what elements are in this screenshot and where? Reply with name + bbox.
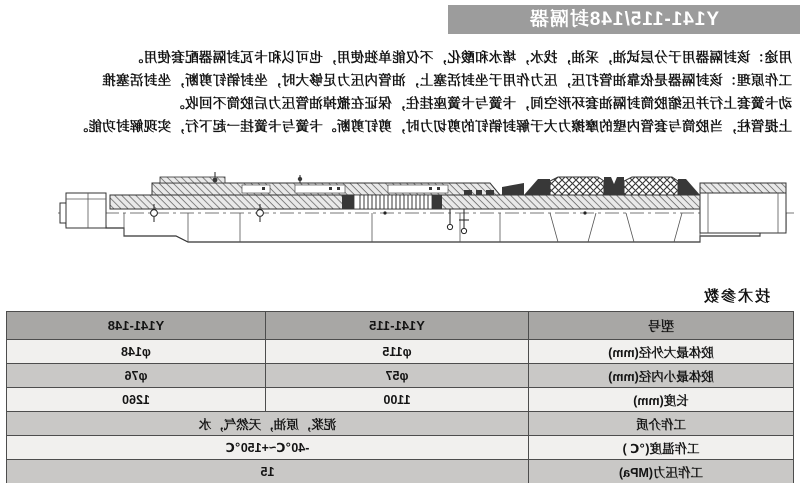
intro-line: 动卡簧套上行并压缩胶筒封隔油套环形空间，卡簧与卡簧座挂住，保证在撤掉油管压力后胶筒不回收。	[171, 96, 792, 111]
page-title: Y141-115/148封隔器	[528, 9, 720, 30]
column-header-y141-148: Y141-148	[7, 312, 266, 340]
row-value-merged: 泥浆，原油，天然气，水	[7, 412, 529, 436]
row-value-merged: 15	[7, 460, 529, 483]
table-row	[7, 412, 794, 436]
intro-line: 用途：该封隔器用于分层试油，采油，找水，堵水和酸化，不仅能单独使用，也可以和卡瓦封隔器配套使用。	[129, 50, 792, 65]
row-value: φ76	[7, 364, 266, 388]
intro-line: 工作原理：该封隔器是依靠油管打压，压力作用于坐封活塞上，油管内压力足够大时，坐封销钉剪断，坐封活塞推	[102, 73, 792, 88]
row-label: 胶体最大外径(mm)	[529, 340, 794, 364]
title-bar	[448, 5, 800, 34]
row-value: φ115	[266, 340, 529, 364]
column-header-y141-115: Y141-115	[266, 312, 529, 340]
column-header-model: 型号	[529, 312, 794, 340]
table-row	[7, 340, 794, 364]
row-label: 工作压力(MPa)	[529, 460, 794, 483]
intro-paragraphs	[4, 46, 792, 138]
row-label: 工作温度(℃ )	[529, 436, 794, 460]
table-row	[7, 364, 794, 388]
row-value: 1260	[7, 388, 266, 412]
section-heading: 技术参数	[701, 288, 770, 305]
table-row	[7, 460, 794, 483]
row-label: 长度(mm)	[529, 388, 794, 412]
row-label: 胶体最小内径(mm)	[529, 364, 794, 388]
spec-table	[6, 311, 794, 483]
table-row	[7, 436, 794, 460]
table-header-row	[7, 312, 794, 340]
row-label: 工作介质	[529, 412, 794, 436]
row-value: 1100	[266, 388, 529, 412]
row-value: φ148	[7, 340, 266, 364]
table-row	[7, 388, 794, 412]
packer-drawing-icon	[0, 166, 800, 260]
table-body	[7, 340, 794, 483]
row-value: φ57	[266, 364, 529, 388]
row-value-merged: -40℃~+150℃	[7, 436, 529, 460]
intro-line: 上提管柱，当胶筒与套管内壁的摩擦力大于解封销钉的剪切力时，剪钉剪断。卡簧与卡簧挂一起下行，实现解封功能。	[74, 119, 792, 134]
